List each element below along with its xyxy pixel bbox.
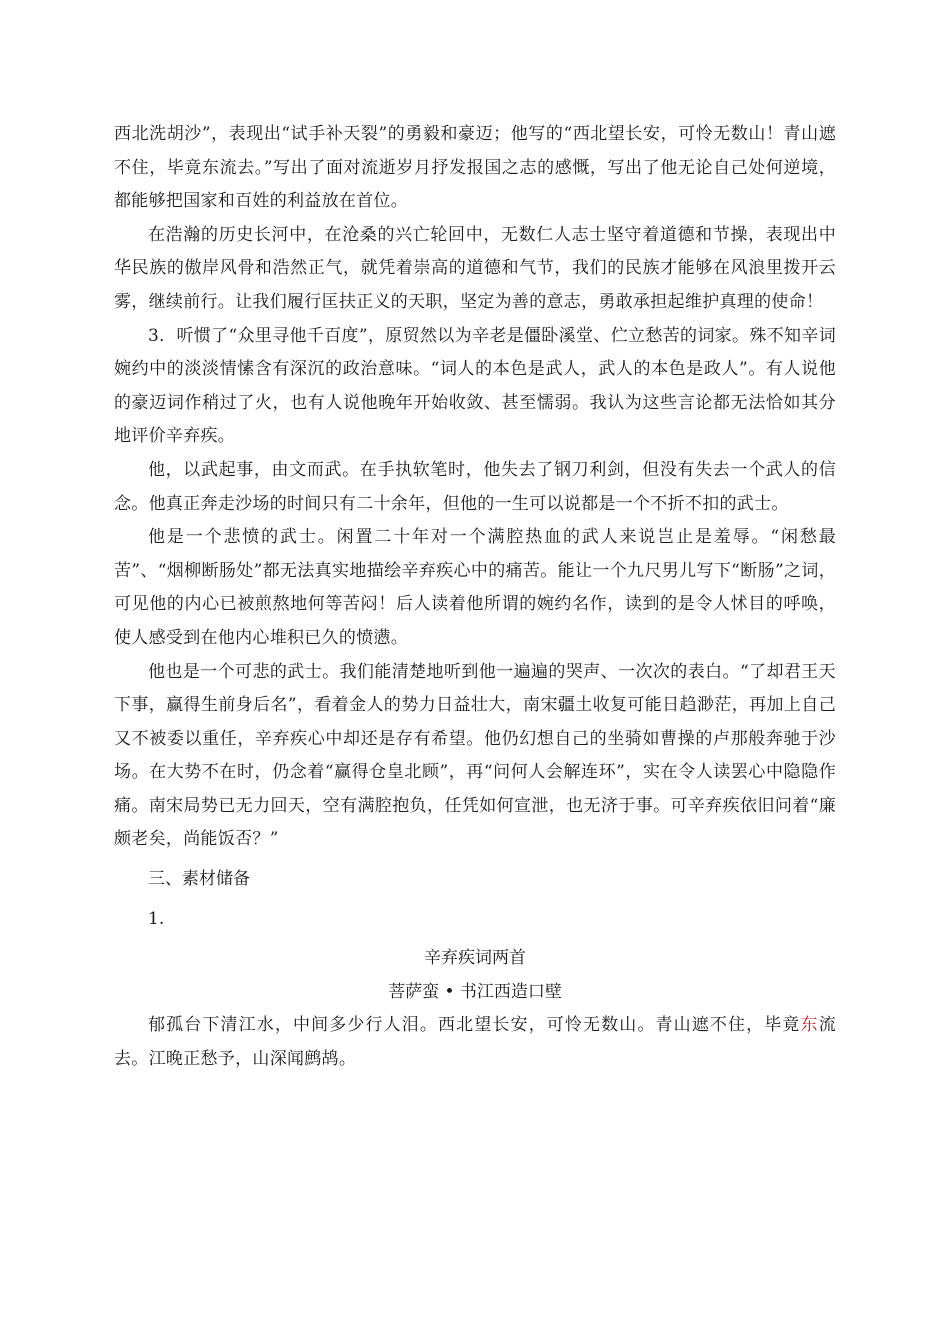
essay-paragraph-6: 他也是一个可悲的武士。我们能清楚地听到他一遍遍的哭声、一次次的表白。“了却君王天下事，赢得生前身后名”，看着金人的势力日益壮大，南宋疆土收复可能日趋渺茫，再加上自己又不被委以重任，辛弃疾心中却还是存有希望。他仍幻想自己的坐骑如曹操的卢那般奔驰于沙场。在大势不在时，仍念着“赢得仓皇北顾”，再“问何人会解连环”，实在令人读罢心中隐隐作痛。南宋局势已无力回天，空有满腔抱负，任凭如何宣泄，也无济于事。可辛弃疾依旧问着“廉颇老矣，尚能饭否？” <box>114 661 836 850</box>
poem-text-highlight: 东 <box>800 1015 819 1036</box>
document-page <box>114 118 836 1077</box>
poem-text-after: 流去。江晚正愁予，山深闻鹧鸪。 <box>114 1015 836 1070</box>
poem-title: 菩萨蛮 • 书江西造口壁 <box>388 981 562 1002</box>
section-heading: 三、素材储备 <box>148 869 250 890</box>
essay-paragraph-2: 在浩瀚的历史长河中，在沧桑的兴亡轮回中，无数仁人志士坚守着道德和节操，表现出中华民族的傲岸风骨和浩然正气，就凭着崇高的道德和气节，我们的民族才能够在风浪里拨开云雾，继续前行。让我们履行匡扶正义的天职，坚定为善的意志，勇敢承担起维护真理的使命！ <box>114 224 836 312</box>
essay-paragraph-5: 他是一个悲愤的武士。闲置二十年对一个满腔热血的武人来说岂止是羞辱。“闲愁最苦”、“烟柳断肠处”都无法真实地描绘辛弃疾心中的痛苦。能让一个九尺男儿写下“断肠”之词，可见他的内心已被煎熬地何等苦闷！后人读着他所谓的婉约名作，读到的是令人怵目的呼唤，使人感受到在他内心堆积已久的愤懑。 <box>114 527 836 648</box>
poem-collection-title: 辛弃疾词两首 <box>424 948 526 969</box>
poem-text <box>114 1009 836 1076</box>
essay-paragraph-3: 3．听惯了“众里寻他千百度”，原贸然以为辛老是僵卧溪堂、伫立愁苦的词家。殊不知辛词婉约中的淡淡情愫含有深沉的政治意味。“词人的本色是武人，武人的本色是政人”。有人说他的豪迈词作稍过了火，也有人说他晚年开始收敛、甚至懦弱。我认为这些言论都无法恰如其分地评价辛弃疾。 <box>114 325 836 447</box>
essay-paragraph-1: 西北洗胡沙”，表现出“试手补天裂”的勇毅和豪迈；他写的“西北望长安，可怜无数山！青山遮不住，毕竟东流去。”写出了面对流逝岁月抒发报国之志的感慨，写出了他无论自己处何逆境，都能够把国家和百姓的利益放在首位。 <box>114 124 836 212</box>
essay-paragraph-4: 他，以武起事，由文而武。在手执软笔时，他失去了钢刀利剑，但没有失去一个武人的信念。他真正奔走沙场的时间只有二十余年，但他的一生可以说都是一个不折不扣的武士。 <box>114 459 836 514</box>
section-item-number: 1. <box>148 908 165 929</box>
poem-text-before: 郁孤台下清江水，中间多少行人泪。西北望长安，可怜无数山。青山遮不住，毕竟 <box>148 1015 801 1036</box>
